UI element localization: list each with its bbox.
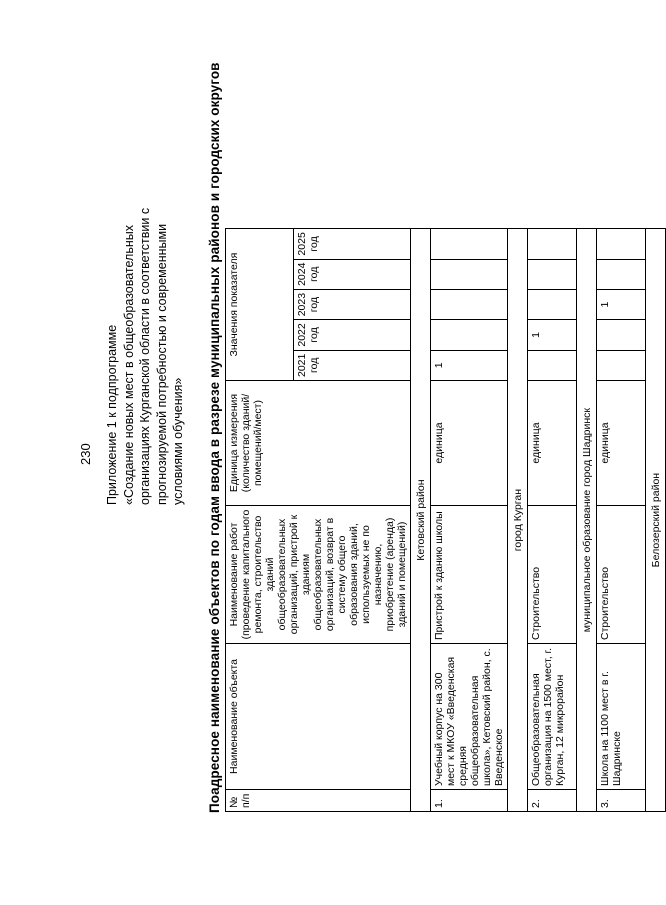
row-num: 1. [431,790,508,812]
appendix-line: прогнозируемой потребностью и современными [154,223,169,505]
section-row [411,229,431,812]
section-row [646,229,666,812]
header-works: Наименование работ (проведение капитального ремонта, строительство зданий общеобразовательных организаций, пристрой к зданиям общеобразовательных организаций, возврат в систему общего образования зданий, используемых не по назначению, приобретение (аренда) зданий и помещений) [226,506,411,644]
appendix-line: Приложение 1 к подпрограмме [105,324,119,505]
section-row [508,229,528,812]
row-unit: единица [431,381,508,506]
header-object: Наименование объекта [226,644,411,790]
table-title: Поадресное наименование объектов по годам ввода в разрезе муниципальных районов и городских округов [207,62,222,813]
row-value-2025 [597,229,646,259]
header-year: 2025 год [294,229,411,259]
header-values-group: Значения показателя [226,229,294,381]
header-year: 2022 год [294,320,411,350]
page-number: 230 [78,443,93,465]
section-row [577,229,597,812]
row-value-2024 [597,259,646,289]
appendix-line: «Создание новых мест в общеобразовательных [121,225,136,505]
row-works: Строительство [597,506,646,644]
row-value-2024 [528,259,577,289]
header-unit: Единица измерения (количество зданий/ помещений/мест) [226,381,411,506]
row-value-2021: 1 [431,350,508,380]
row-object: Школа на 1100 мест в г. Шадринске [597,644,646,790]
row-value-2024 [431,259,508,289]
row-value-2021 [528,350,577,380]
row-works: Строительство [528,506,577,644]
table-row [431,229,508,812]
row-value-2025 [528,229,577,259]
row-object: Учебный корпус на 300 мест к МКОУ «Введенская средняя общеобразовательная школа», Кетовский район, с. Введенское [431,644,508,790]
section-title: Кетовский район [411,229,431,812]
row-value-2022: 1 [528,320,577,350]
table-row [528,229,577,812]
section-title: Белозерский район [646,229,666,812]
row-value-2023 [431,289,508,319]
section-title: муниципальное образование город Шадринск [577,229,597,812]
objects-table [225,228,666,812]
header-row [226,229,294,812]
row-works: Пристрой к зданию школы [431,506,508,644]
row-value-2022 [431,320,508,350]
row-num: 3. [597,790,646,812]
row-value-2023 [528,289,577,319]
header-year: 2021 год [294,350,411,380]
appendix-heading [104,105,187,505]
row-object: Общеобразовательная организация на 1500 мест, г. Курган, 12 микрорайон [528,644,577,790]
table-row [597,229,646,812]
row-value-2022 [597,320,646,350]
header-year: 2023 год [294,289,411,319]
section-title: город Курган [508,229,528,812]
header-year: 2024 год [294,259,411,289]
header-num: № п/п [226,790,411,812]
appendix-line: организациях Курганской области в соответствии с [138,207,152,505]
appendix-line: условиями обучения» [171,377,185,505]
row-value-2025 [431,229,508,259]
row-value-2021 [597,350,646,380]
row-unit: единица [528,381,577,506]
row-value-2023: 1 [597,289,646,319]
row-unit: единица [597,381,646,506]
row-num: 2. [528,790,577,812]
